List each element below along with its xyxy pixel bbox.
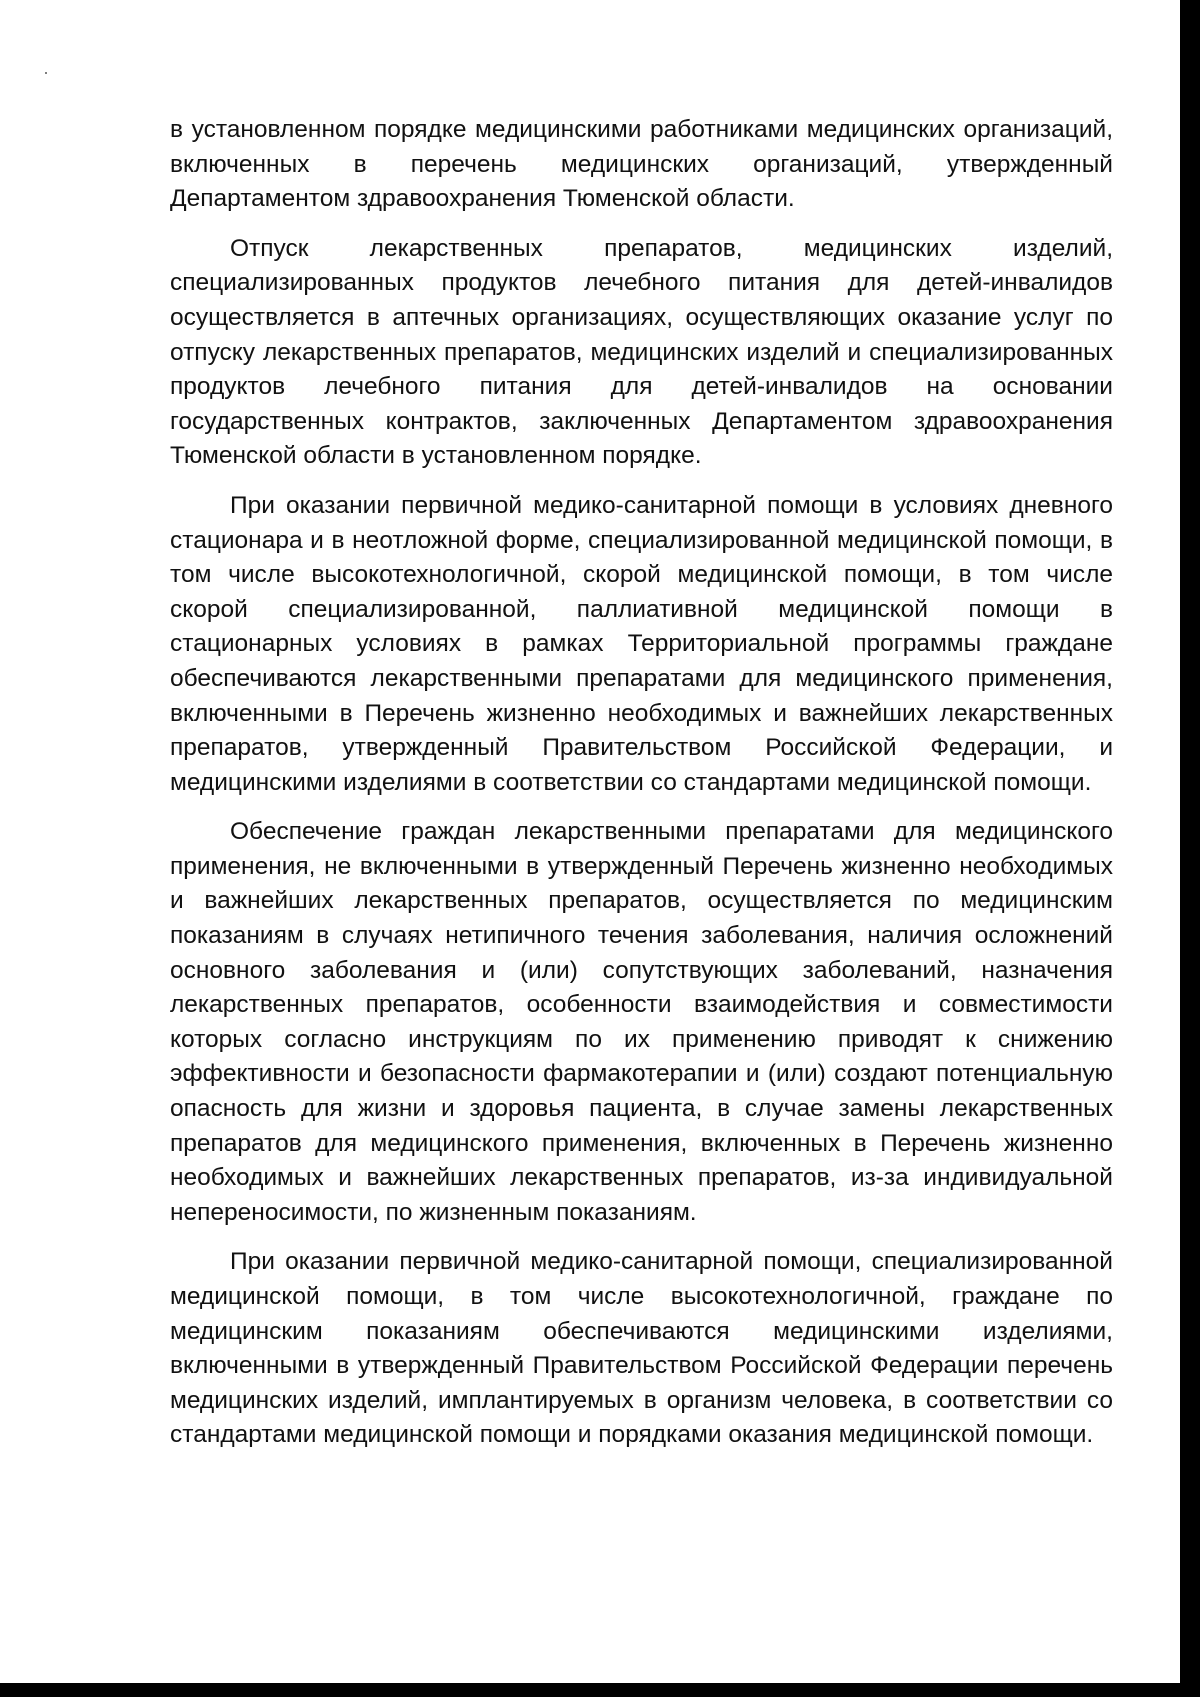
paragraph-off-list-drugs: Обеспечение граждан лекарственными препаратами для медицинского применения, не включенными в утвержденный Перечень жизненно необходимых и важнейших лекарственных препаратов, осуществляется по медицинским показаниям в случаях нетипичного течения заболевания, наличия осложнений основного заболевания и (или) сопутствующих заболеваний, назначения лекарственных препаратов, особенности взаимодействия и совместимости которых согласно инструкциям по их применению приводят к снижению эффективности и безопасности фармакотерапии и (или) создают потенциальную опасность для жизни и здоровья пациента, в случае замены лекарственных препаратов для медицинского применения, включенных в Перечень жизненно необходимых и важнейших лекарственных препаратов, из-за индивидуальной непереносимости, по жизненным показаниям. bbox=[170, 818, 1113, 1226]
paragraph-continuation: в установленном порядке медицинскими работниками медицинских организаций, включенных в перечень медицинских организаций, утвержденный Департаментом здравоохранения Тюменской области. bbox=[170, 116, 1113, 213]
scan-bottom-border bbox=[0, 1683, 1200, 1697]
scan-right-border bbox=[1180, 0, 1200, 1697]
paragraph-implants: При оказании первичной медико-санитарной помощи, специализированной медицинской помощи, в том числе высокотехнологичной, граждане по медицинским показаниям обеспечиваются медицинскими изделиями, включенными в утвержденный Правительством Российской Федерации перечень медицинских изделий, имплантируемых в организм человека, в соответствии со стандартами медицинской помощи и порядками оказания медицинской помощи. bbox=[170, 1248, 1113, 1449]
paragraph-inpatient-supply: При оказании первичной медико-санитарной помощи в условиях дневного стационара и в неотложной форме, специализированной медицинской помощи, в том числе высокотехнологичной, скорой медицинской помощи, в том числе скорой специализированной, паллиативной медицинской помощи в стационарных условиях в рамках Территориальной программы граждане обеспечиваются лекарственными препаратами для медицинского применения, включенными в Перечень жизненно необходимых и важнейших лекарственных препаратов, утвержденный Правительством Российской Федерации, и медицинскими изделиями в соответствии со стандартами медицинской помощи. bbox=[170, 491, 1113, 796]
document-body bbox=[170, 113, 1113, 1468]
scan-speck bbox=[45, 72, 47, 74]
paragraph-dispensing: Отпуск лекарственных препаратов, медицинских изделий, специализированных продуктов лечебного питания для детей-инвалидов осуществляется в аптечных организациях, осуществляющих оказание услуг по отпуску лекарственных препаратов, медицинских изделий и специализированных продуктов лечебного питания для детей-инвалидов на основании государственных контрактов, заключенных Департаментом здравоохранения Тюменской области в установленном порядке. bbox=[170, 234, 1113, 470]
